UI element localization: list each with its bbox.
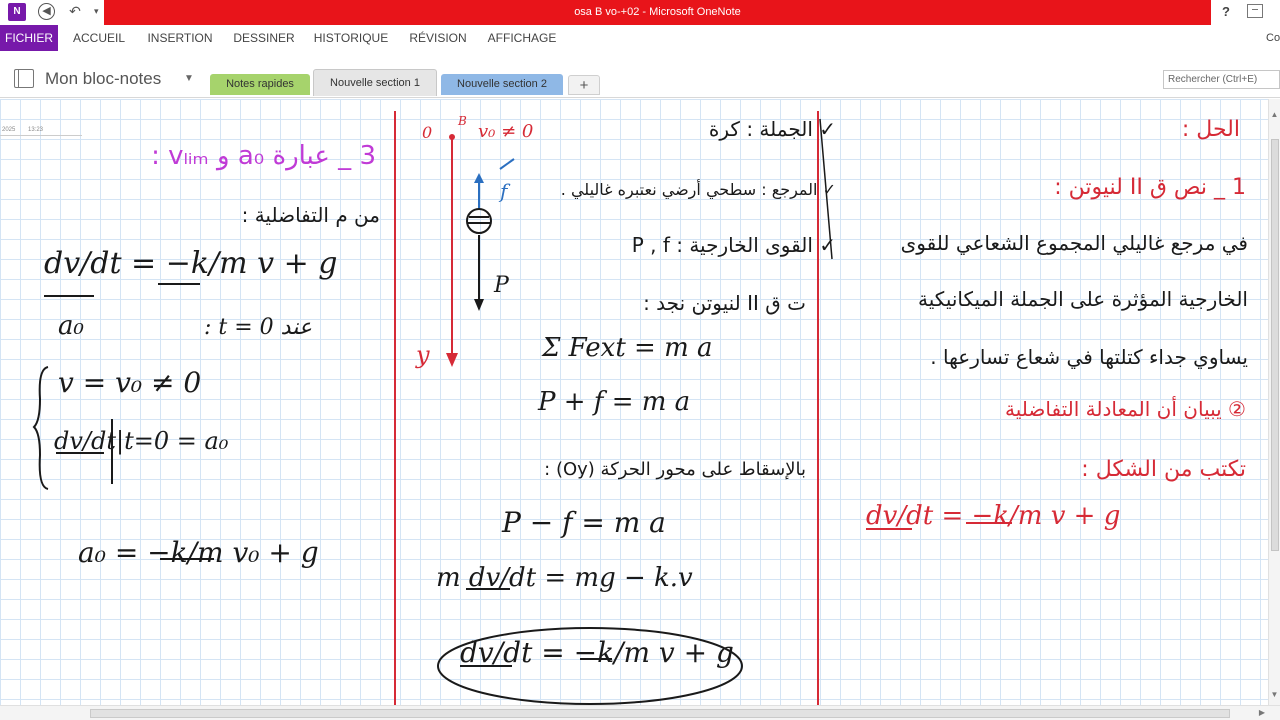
law-statement-1: في مرجع غاليلي المجموع الشعاعي للقوى bbox=[900, 231, 1248, 255]
notebook-icon[interactable] bbox=[14, 69, 34, 88]
equation-vector: P + f = m a bbox=[538, 387, 691, 417]
page-date: 2025 bbox=[2, 127, 16, 133]
point-b-label: B bbox=[458, 114, 467, 128]
t0-condition: : t = 0 عند bbox=[204, 315, 312, 340]
vertical-scroll-thumb[interactable] bbox=[1271, 139, 1279, 551]
law-statement-3: يساوي جداء كتلتها في شعاع تسارعها . bbox=[930, 345, 1248, 369]
axis-y-label: y bbox=[416, 341, 430, 369]
undo-icon[interactable]: ↶ bbox=[69, 3, 81, 19]
equation-scalar: P − f = m a bbox=[502, 506, 666, 539]
velocity-arrow bbox=[500, 159, 514, 169]
horizontal-scrollbar[interactable] bbox=[0, 705, 1280, 720]
tab-affichage[interactable]: AFFICHAGE bbox=[487, 31, 557, 45]
axis-origin-label: 0 bbox=[422, 123, 433, 142]
newton-second-law: ت ق II لنيوتن نجد : bbox=[643, 291, 806, 315]
search-input[interactable]: Rechercher (Ctrl+E) bbox=[1163, 70, 1280, 89]
equation-boxed: dv/dt = −k/m v + g bbox=[460, 636, 734, 669]
tab-historique[interactable]: HISTORIQUE bbox=[313, 31, 389, 45]
force-f-label: f bbox=[500, 179, 508, 203]
title-bar bbox=[0, 0, 1280, 25]
law-statement-2: الخارجية المؤثرة على الجملة الميكانيكية bbox=[918, 287, 1248, 311]
horizontal-scroll-thumb[interactable] bbox=[90, 709, 1230, 718]
notebook-name[interactable]: Mon bloc-notes bbox=[45, 69, 162, 88]
system-definition: ✓ الجملة : كرة bbox=[708, 117, 836, 141]
solution-heading: الحل : bbox=[1181, 117, 1240, 142]
equation-sum-forces: Σ Fext = m a bbox=[542, 333, 713, 363]
window-title: osa B vo-+02 - Microsoft OneNote bbox=[104, 0, 1211, 25]
notebook-bar bbox=[0, 51, 1280, 98]
a0-label: a₀ bbox=[58, 311, 84, 341]
question-2: ② يبيان أن المعادلة التفاضلية bbox=[1005, 397, 1246, 421]
account-button[interactable]: Co bbox=[1266, 32, 1280, 44]
system-brace bbox=[34, 367, 48, 489]
section-tab-nouvelle-section-2[interactable]: Nouvelle section 2 bbox=[441, 74, 563, 95]
external-forces: ✓ القوى الخارجية : P , f bbox=[631, 233, 836, 257]
back-icon[interactable]: ◀ bbox=[38, 3, 55, 20]
add-section-button[interactable]: + bbox=[568, 75, 600, 95]
onenote-icon[interactable]: N bbox=[8, 3, 26, 21]
subheading-diff-eq: من م التفاضلية : bbox=[241, 203, 380, 227]
customize-quick-access-icon[interactable]: ▾ bbox=[94, 6, 99, 16]
section-tab-nouvelle-section-1[interactable]: Nouvelle section 1 bbox=[313, 69, 437, 96]
chevron-down-icon[interactable]: ▼ bbox=[184, 73, 194, 84]
force-p-label: P bbox=[494, 273, 509, 298]
heading-question-3: 3 _ عبارة a₀ و vₗᵢₘ : bbox=[151, 141, 376, 171]
reference-frame: ✓ المرجع : سطحي أرضي نعتبره غاليلي . bbox=[560, 180, 836, 199]
tab-accueil[interactable]: ACCUEIL bbox=[72, 31, 125, 45]
note-page[interactable] bbox=[0, 99, 1268, 705]
ribbon-tabs bbox=[0, 25, 1280, 51]
projection-axis: بالإسقاط على محور الحركة (Oy) : bbox=[544, 459, 806, 480]
help-icon[interactable]: ? bbox=[1222, 4, 1230, 19]
scroll-up-icon[interactable]: ▲ bbox=[1270, 110, 1279, 119]
equation-differential: m dv/dt = mg − k.v bbox=[436, 563, 693, 593]
equation-form: dv/dt = −k/m v + g bbox=[866, 501, 1121, 531]
tab-insertion[interactable]: INSERTION bbox=[147, 31, 213, 45]
y-axis-arrow bbox=[446, 353, 458, 367]
question-2-form: تكتب من الشكل : bbox=[1081, 457, 1246, 482]
scroll-right-icon[interactable]: ▶ bbox=[1258, 708, 1266, 717]
question-1: 1 _ نص ق II لنيوتن : bbox=[1054, 175, 1246, 200]
point-b bbox=[449, 134, 455, 140]
tab-dessiner[interactable]: DESSINER bbox=[233, 31, 295, 45]
scroll-down-icon[interactable]: ▼ bbox=[1270, 690, 1279, 699]
vertical-scrollbar[interactable] bbox=[1268, 99, 1280, 705]
equation-main: dv/dt = −k/m v + g bbox=[44, 246, 338, 281]
a0-result: a₀ = −k/m v₀ + g bbox=[78, 536, 319, 569]
tab-revision[interactable]: RÉVISION bbox=[409, 31, 467, 45]
tab-fichier[interactable]: FICHIER bbox=[0, 25, 58, 51]
v0-label: v₀ ≠ 0 bbox=[478, 121, 534, 142]
section-tab-notes-rapides[interactable]: Notes rapides bbox=[210, 74, 310, 95]
ribbon-display-options-icon[interactable] bbox=[1247, 4, 1263, 18]
system-line-2: dv/dt|t=0 = a₀ bbox=[54, 427, 229, 455]
system-line-1: v = v₀ ≠ 0 bbox=[58, 366, 202, 399]
page-time: 13:23 bbox=[28, 127, 44, 133]
ball bbox=[467, 209, 491, 233]
